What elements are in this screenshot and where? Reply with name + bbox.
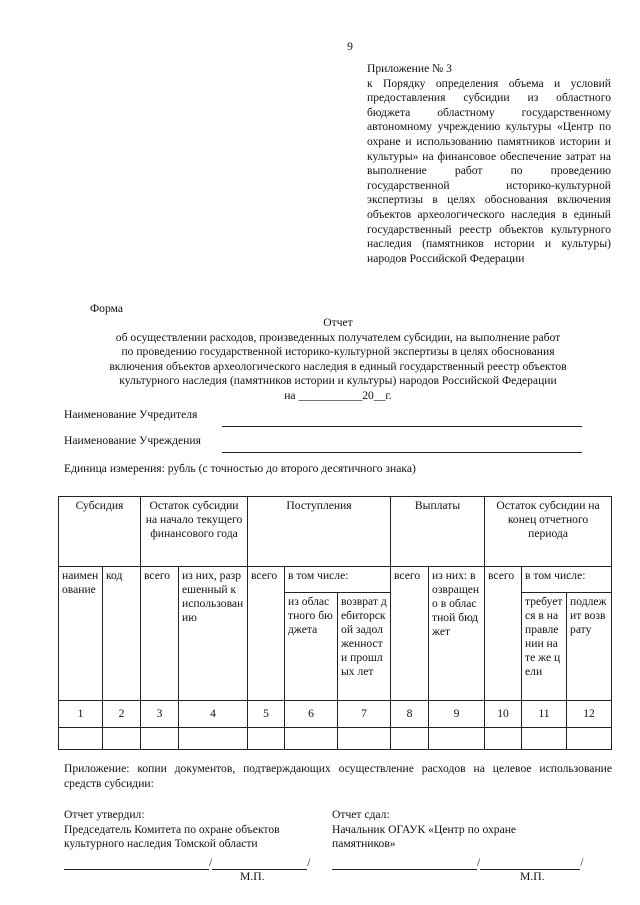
header-balance-end: Остаток субсидии на конец отчетного периода bbox=[485, 497, 612, 567]
institution-label: Наименование Учреждения bbox=[64, 434, 201, 447]
header-including-end: в том числе: bbox=[522, 567, 612, 593]
submitter-label: Отчет сдал: bbox=[332, 808, 390, 821]
data-cell[interactable] bbox=[567, 728, 612, 750]
data-cell[interactable] bbox=[485, 728, 522, 750]
report-title-line2: об осуществлении расходов, произведенных получателем субсидии, на выполнение работ bbox=[115, 330, 561, 344]
units-label: Единица измерения: рубль (с точностью до второго десятичного знака) bbox=[64, 462, 416, 475]
header-total-end: всего bbox=[485, 567, 522, 701]
submitter-stamp: М.П. bbox=[520, 870, 545, 884]
approver-position-line2: культурного наследия Томской области bbox=[64, 837, 258, 851]
data-cell[interactable] bbox=[429, 728, 485, 750]
submitter-signature-line[interactable]: / / bbox=[332, 856, 602, 871]
report-title-line5: культурного наследия (памятников истории и культуры) народов Российской Федерации bbox=[119, 374, 557, 388]
header-code: код bbox=[103, 567, 141, 701]
header-name: наименование bbox=[59, 567, 103, 701]
header-including-receipts: в том числе: bbox=[285, 567, 391, 593]
header-receipts: Поступления bbox=[248, 497, 391, 567]
signature-approver bbox=[64, 808, 324, 885]
col-number: 9 bbox=[429, 701, 485, 728]
data-cell[interactable] bbox=[338, 728, 391, 750]
col-number: 3 bbox=[141, 701, 179, 728]
founder-field-line[interactable] bbox=[222, 426, 582, 427]
col-number: 1 bbox=[59, 701, 103, 728]
header-subsidy: Субсидия bbox=[59, 497, 141, 567]
header-returned: из них: возвращено в областной бюджет bbox=[429, 567, 485, 701]
header-balance-start: Остаток субсидии на начало текущего финансового года bbox=[141, 497, 248, 567]
header-debt-return: возврат дебиторской задолженности прошлых лет bbox=[338, 593, 391, 701]
appendix-title: Приложение № 3 bbox=[367, 62, 452, 75]
institution-field-line[interactable] bbox=[222, 452, 582, 453]
form-label: Форма bbox=[90, 302, 123, 315]
data-cell[interactable] bbox=[285, 728, 338, 750]
col-number: 8 bbox=[391, 701, 429, 728]
signature-submitter bbox=[332, 808, 602, 885]
header-payments: Выплаты bbox=[391, 497, 485, 567]
report-date-line: на ___________20__г. bbox=[284, 388, 392, 402]
approver-label: Отчет утвердил: bbox=[64, 808, 145, 821]
page-number: 9 bbox=[347, 40, 353, 53]
data-cell[interactable] bbox=[103, 728, 141, 750]
header-total-start: всего bbox=[141, 567, 179, 701]
header-to-return: подлежит возврату bbox=[567, 593, 612, 701]
header-total-payments: всего bbox=[391, 567, 429, 701]
header-same-purpose: требуется в направлении на те же цели bbox=[522, 593, 567, 701]
founder-label: Наименование Учредителя bbox=[64, 408, 198, 421]
col-number: 7 bbox=[338, 701, 391, 728]
col-number: 2 bbox=[103, 701, 141, 728]
submitter-position-line1: Начальник ОГАУК «Центр по охране bbox=[332, 822, 517, 836]
header-total-receipts: всего bbox=[248, 567, 285, 701]
data-cell[interactable] bbox=[179, 728, 248, 750]
header-allowed-use: из них, разрешенный к использованию bbox=[179, 567, 248, 701]
report-title-line4: включения объектов археологического наследия в единый государственный реестр объектов bbox=[109, 359, 567, 373]
report-title-line3: по проведению государственной историко-культурной экспертизы в целях обоснования bbox=[121, 345, 555, 359]
approver-position-line1: Председатель Комитета по охране объектов bbox=[64, 822, 280, 836]
attachment-note: Приложение: копии документов, подтверждающих осуществление расходов на целевое использование средств субсидии: bbox=[64, 762, 612, 790]
approver-signature-line[interactable]: / / bbox=[64, 856, 324, 871]
report-title bbox=[58, 316, 618, 404]
data-cell[interactable] bbox=[59, 728, 103, 750]
submitter-position-line2: памятников» bbox=[332, 837, 396, 851]
appendix-text: к Порядку определения объема и условий предоставления субсидии из областного бюджета областному государственному автономному учреждению культуры «Центр по охране и использованию памятников истории и культуры» на финансовое обеспечение затрат на выполнение работ по проведению государственной историко-культурной экспертизы в целях обоснования включения объектов археологического наследия в единый государственный реестр объектов культурного наследия (памятников истории и культуры) народов Российской Федерации bbox=[367, 76, 611, 265]
col-number: 5 bbox=[248, 701, 285, 728]
data-cell[interactable] bbox=[522, 728, 567, 750]
data-cell[interactable] bbox=[391, 728, 429, 750]
header-from-regional-budget: из областного бюджета bbox=[285, 593, 338, 701]
data-cell[interactable] bbox=[141, 728, 179, 750]
report-table bbox=[58, 496, 612, 750]
approver-stamp: М.П. bbox=[240, 870, 265, 884]
data-cell[interactable] bbox=[248, 728, 285, 750]
col-number: 11 bbox=[522, 701, 567, 728]
col-number: 6 bbox=[285, 701, 338, 728]
report-title-line1: Отчет bbox=[323, 316, 353, 329]
appendix-block bbox=[367, 62, 611, 266]
col-number: 4 bbox=[179, 701, 248, 728]
col-number: 12 bbox=[567, 701, 612, 728]
col-number: 10 bbox=[485, 701, 522, 728]
